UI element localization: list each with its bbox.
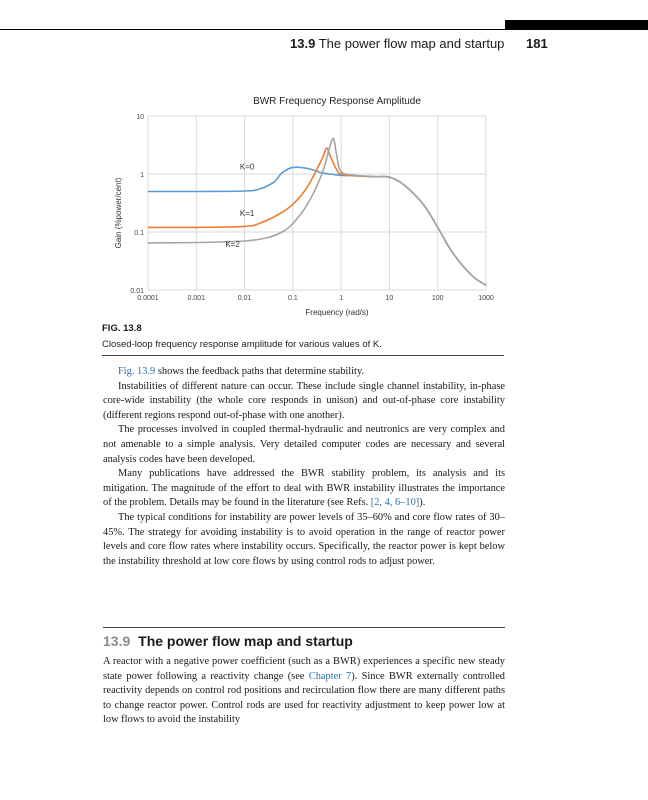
paragraph-4 [103, 467, 505, 511]
paragraph-4-end: ). [419, 497, 426, 509]
x-tick-label: 0.0001 [137, 295, 159, 302]
header-rule [0, 29, 648, 30]
chart-title: BWR Frequency Response Amplitude [253, 96, 421, 107]
series-annotation: K=1 [239, 208, 255, 218]
figure-13-8 [100, 86, 510, 326]
paragraph-2: Instabilities of different nature can occur. These include single channel instability, in-phase core-wide instability (the whole core responds in unison) and out-of-phase core instability (different regions respond out-of-phase with one another). [103, 380, 505, 421]
figure-caption: Closed-loop frequency response amplitude for various values of K. [102, 339, 382, 350]
running-head [290, 36, 504, 51]
series-line-k2 [148, 138, 486, 285]
x-tick-label: 0.01 [237, 295, 252, 302]
x-tick-label: 0.1 [287, 295, 298, 302]
section-paragraph [103, 655, 505, 728]
y-tick-label: 1 [140, 172, 144, 179]
series-annotation: K=2 [225, 240, 240, 250]
series-line-k1 [148, 148, 486, 285]
x-tick-label: 100 [431, 295, 444, 302]
paragraph-1 [103, 365, 505, 380]
x-tick-label: 10 [385, 295, 394, 302]
section-number: 13.9 [103, 633, 131, 649]
paragraph-3: The processes involved in coupled thermal-hydraulic and neutronics are very complex and not amenable to a simple analysis. Very detailed computer codes are necessary and several analysis codes have been developed. [103, 424, 505, 465]
y-tick-label: 0.01 [130, 288, 144, 295]
paragraph-1-text: shows the feedback paths that determine stability. [155, 366, 365, 377]
running-head-title: The power flow map and startup [318, 36, 505, 51]
x-tick-label: 1000 [478, 295, 494, 302]
x-axis-label: Frequency (rad/s) [305, 308, 369, 317]
body-text [103, 365, 505, 569]
y-tick-label: 10 [136, 114, 144, 121]
section-text-after: ). Since BWR externally controlled reactivity depends on control rod positions and recirculation flow there are many different paths to change reactor power. Control rods are used for reactivity adjustment to keep power low at low flows to avoid the instability [103, 670, 506, 726]
section-rule [103, 627, 505, 628]
figure-label: FIG. 13.8 [102, 323, 142, 334]
series-annotation: K=0 [239, 162, 255, 172]
section-text [103, 655, 505, 728]
paragraph-5: The typical conditions for instability are power levels of 35–60% and core flow rates of 30–45%. The strategy for avoiding instability is to avoid operation in the range of reactor power levels and core flow rates where instability occurs. Specifically, the reactor power is kept below the instability threshold at low core flows by using control rods to adjust power. [103, 511, 505, 567]
x-tick-label: 1 [339, 295, 344, 302]
page-number: 181 [526, 36, 548, 51]
section-title: The power flow map and startup [138, 633, 353, 649]
section-heading [103, 633, 353, 649]
header-bar [505, 20, 648, 29]
section-text-before: A reactor with a negative power coefficient (such as a BWR) experiences a specific new steady state power following a reactivity change (see [103, 656, 505, 682]
y-tick-label: 0.1 [134, 230, 144, 237]
running-head-number: 13.9 [290, 36, 316, 51]
frequency-response-chart [100, 86, 510, 326]
paragraph-4-text: Many publications have addressed the BWR stability problem, its analysis and its mitigation. The magnitude of the effort to deal with BWR instability illustrates the importance of the problem. Details may be found in the literature (see Refs. [103, 468, 505, 509]
caption-rule [102, 355, 504, 356]
references-link[interactable]: [2, 4, 6–10] [370, 497, 420, 509]
y-axis-label: Gain (%power/cent) [114, 177, 123, 249]
figure-link[interactable]: Fig. 13.9 [118, 366, 156, 377]
chapter-link[interactable]: Chapter 7 [308, 670, 352, 682]
x-tick-label: 0.001 [187, 295, 206, 302]
